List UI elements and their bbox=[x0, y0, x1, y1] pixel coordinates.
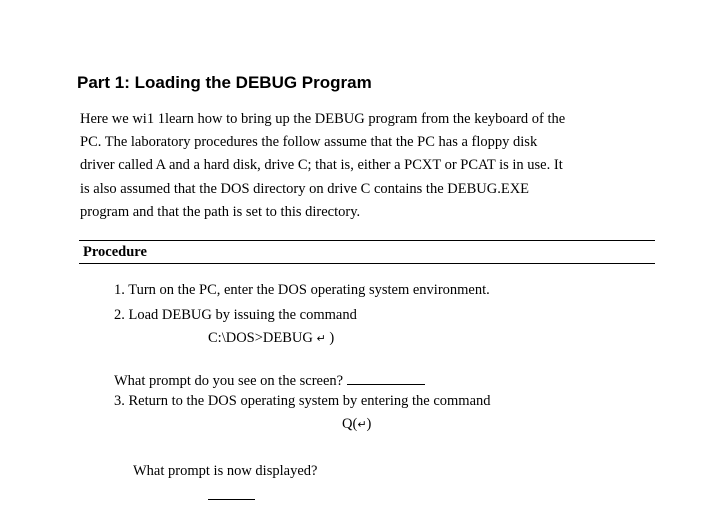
intro-paragraph bbox=[80, 108, 620, 224]
procedure-top-rule bbox=[79, 240, 655, 241]
command-debug-text: C:\DOS>DEBUG bbox=[208, 330, 313, 346]
section-title: Part 1: Loading the DEBUG Program bbox=[77, 73, 372, 92]
command-quit-close: ) bbox=[366, 416, 372, 432]
intro-line: program and that the path is set to this directory. bbox=[80, 203, 361, 220]
step-3: 3. Return to the DOS operating system by entering the command bbox=[114, 393, 491, 409]
command-debug bbox=[208, 330, 334, 347]
step-1: 1. Turn on the PC, enter the DOS operating system environment. bbox=[114, 282, 490, 298]
question-2: What prompt is now displayed? bbox=[133, 463, 318, 479]
intro-line: driver called A and a hard disk, drive C; that is, either a PCXT or PCAT is in use. It bbox=[80, 157, 563, 174]
answer-blank-2[interactable] bbox=[208, 499, 255, 500]
intro-line: is also assumed that the DOS directory on drive C contains the DEBUG.EXE bbox=[80, 180, 530, 197]
step-2: 2. Load DEBUG by issuing the command bbox=[114, 307, 357, 323]
intro-line: PC. The laboratory procedures the follow assume that the PC has a floppy disk bbox=[80, 134, 538, 151]
procedure-heading: Procedure bbox=[83, 244, 147, 260]
command-debug-close: ) bbox=[329, 330, 335, 346]
command-quit bbox=[342, 416, 371, 433]
enter-key-icon: ↵ bbox=[316, 332, 326, 345]
enter-key-icon: ↵ bbox=[357, 418, 367, 431]
procedure-bottom-rule bbox=[79, 263, 655, 264]
command-quit-text: Q( bbox=[342, 416, 358, 432]
question-1-text: What prompt do you see on the screen? bbox=[114, 373, 344, 389]
question-1 bbox=[114, 372, 425, 390]
answer-blank-1[interactable] bbox=[347, 372, 425, 385]
intro-line: Here we wi1 1learn how to bring up the DEBUG program from the keyboard of the bbox=[80, 111, 566, 127]
